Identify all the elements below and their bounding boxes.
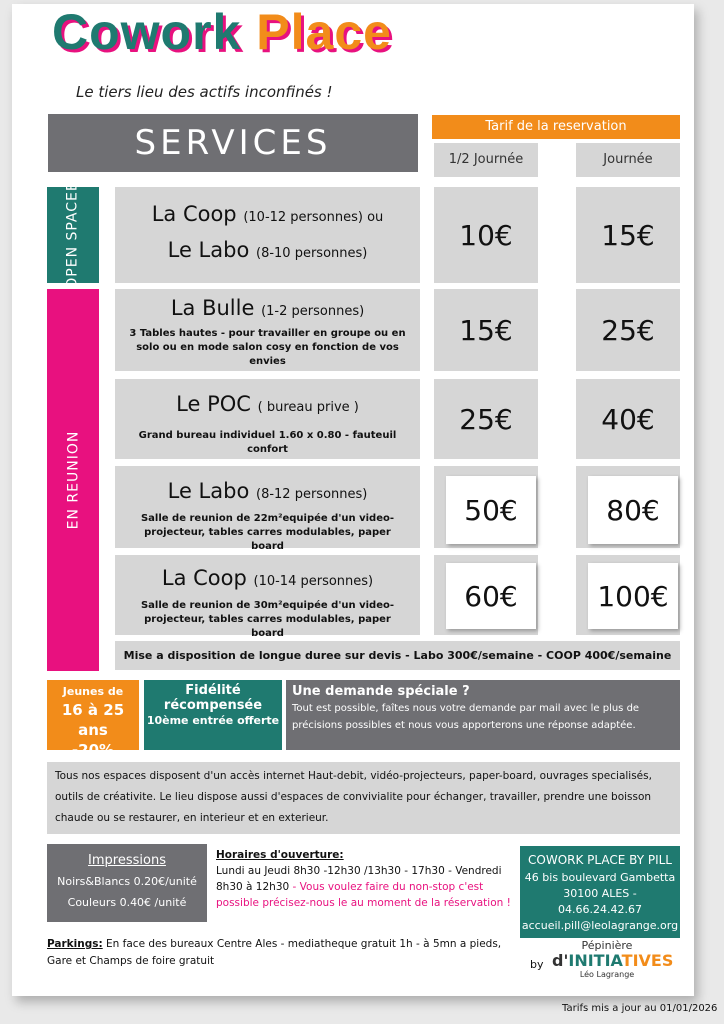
service-row <box>115 187 420 283</box>
price-half: 60€ <box>446 563 536 629</box>
special-request <box>286 680 680 750</box>
contact-box <box>520 846 680 938</box>
service-description: Grand bureau individuel 1.60 x 0.80 - fauteuil confort <box>138 430 397 455</box>
service-name: La Coop <box>161 566 247 590</box>
youth-line-2: 16 à 25 ans <box>61 701 125 739</box>
price-full: 15€ <box>576 187 680 283</box>
title-word-1: Cowork <box>52 4 242 60</box>
logo-word-b: TIVES <box>621 951 674 970</box>
tarif-heading: Tarif de la reservation <box>432 115 680 139</box>
special-title: Une demande spéciale ? <box>292 684 470 699</box>
service-row <box>115 555 420 639</box>
service-name: Le Labo <box>167 479 250 503</box>
subtitle: Le tiers lieu des actifs inconfinés ! <box>76 83 333 101</box>
service-row <box>115 289 420 371</box>
hours-line-2: 8h30 à 12h30 <box>216 881 290 893</box>
service-name: La Bulle <box>170 296 255 320</box>
logo-line-3: Léo Lagrange <box>579 970 635 979</box>
service-name: Le POC <box>176 392 251 416</box>
service-description: Salle de reunion de 30m²equipée d'un video-projecteur, tables carres modulables, paper board <box>140 600 395 639</box>
col-half-day: 1/2 Journée <box>434 143 538 177</box>
service-row <box>115 466 420 552</box>
fidelity-line-3: 10ème entrée offerte <box>146 714 280 727</box>
logo-line-1: Pépinière <box>581 939 633 952</box>
impressions-bw: Noirs&Blancs 0.20€/unité <box>57 875 197 888</box>
price-full: 100€ <box>588 563 678 629</box>
price-full: 40€ <box>576 379 680 459</box>
open-space-text: OPEN SPACEE <box>65 181 81 289</box>
services-heading: SERVICES <box>48 114 418 172</box>
contact-email[interactable]: accueil.pill@leolagrange.org <box>521 919 679 932</box>
service-capacity: (10-14 personnes) <box>253 574 374 589</box>
logo-prefix: d' <box>552 951 569 970</box>
price-half: 25€ <box>434 379 538 459</box>
service-name: Le Labo <box>167 238 250 262</box>
impressions-title: Impressions <box>88 853 166 868</box>
youth-line-3: -20% <box>71 741 115 759</box>
impressions-box <box>47 844 207 922</box>
hours-note: - Vous voulez faire du non-stop c'est possible précisez-nous le au moment de la réservation ! <box>216 881 511 909</box>
service-description: 3 Tables hautes - pour travailler en groupe ou en solo ou en mode salon cosy en fonction de vos envies <box>129 328 406 367</box>
title-word-2: Place <box>256 4 392 60</box>
fidelity-line-1: Fidélité <box>185 683 241 698</box>
service-description: Salle de reunion de 22m²equipée d'un video-projecteur, tables carres modulables, paper board <box>140 513 395 552</box>
price-full: 80€ <box>588 476 678 544</box>
fidelity-line-2: récompensée <box>163 698 263 713</box>
pepiniere-logo <box>552 939 674 992</box>
long-term-banner: Mise a disposition de longue duree sur devis - Labo 300€/semaine - COOP 400€/semaine <box>115 641 680 670</box>
price-half: 15€ <box>434 289 538 371</box>
fidelity-offer <box>144 680 282 750</box>
hours-title: Horaires d'ouverture: <box>216 849 344 861</box>
price-full: 25€ <box>576 289 680 371</box>
special-text: Tout est possible, faîtes nous votre demande par mail avec le plus de précisions possibles et nous vous apporterons une réponse adaptée. <box>292 703 640 731</box>
service-name: La Coop <box>151 202 237 226</box>
contact-address: 46 bis boulevard Gambetta <box>524 871 676 884</box>
service-capacity: (8-10 personnes) <box>256 246 368 261</box>
service-row <box>115 379 420 459</box>
service-capacity: (8-12 personnes) <box>256 487 368 502</box>
youth-discount <box>47 680 139 759</box>
parking-title: Parkings: <box>47 938 103 950</box>
impressions-color: Couleurs 0.40€ /unité <box>67 896 187 909</box>
contact-name: COWORK PLACE BY PILL <box>528 853 672 867</box>
page-title <box>52 2 392 62</box>
amenities-info: Tous nos espaces disposent d'un accès internet Haut-debit, vidéo-projecteurs, paper-board, ouvrages specialisés, outils de créativite. Le lieu dispose aussi d'espaces de convivialite pour échanger, travailler, prendre une boisson chaude ou se restaurer, en interieur et en exterieur. <box>47 762 680 834</box>
update-date: Tarifs mis a jour au 01/01/2026 <box>562 1003 718 1014</box>
reunion-text: EN REUNION <box>65 430 81 530</box>
youth-line-1: Jeunes de <box>62 685 124 698</box>
by-label: by <box>530 958 544 971</box>
open-space-label <box>47 181 99 289</box>
price-half: 10€ <box>434 187 538 283</box>
opening-hours <box>216 847 516 911</box>
service-capacity: (1-2 personnes) <box>261 304 365 319</box>
service-capacity: ( bureau prive ) <box>257 400 359 415</box>
price-half: 50€ <box>446 476 536 544</box>
contact-city-phone: 30100 ALES - 04.66.24.42.67 <box>558 887 642 916</box>
col-full-day: Journée <box>576 143 680 177</box>
parking-text: En face des bureaux Centre Ales - mediatheque gratuit 1h - à 5mn a pieds, Gare et Champs de foire gratuit <box>47 938 502 967</box>
logo-word-a: INITIA <box>568 951 622 970</box>
hours-line-1: Lundi au Jeudi 8h30 -12h30 /13h30 - 17h30 - Vendredi <box>216 865 502 877</box>
parking-info <box>47 936 517 970</box>
service-capacity: (10-12 personnes) ou <box>243 210 384 225</box>
reunion-label <box>47 289 99 671</box>
